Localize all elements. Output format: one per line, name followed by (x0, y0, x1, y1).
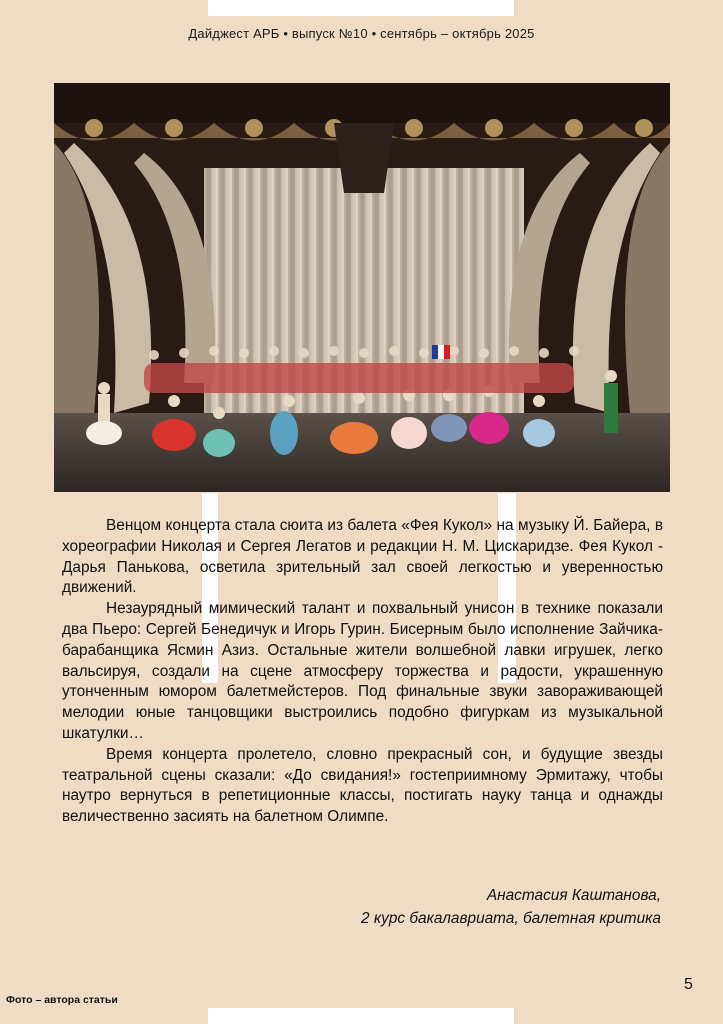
author-name: Анастасия Каштанова, (486, 887, 661, 904)
ballet-stage-photo (54, 83, 670, 492)
page-number: 5 (684, 976, 693, 993)
author-role: 2 курс бакалавриата, балетная критика (361, 910, 661, 927)
author-signature (361, 884, 661, 930)
page-header: Дайджест АРБ • выпуск №10 • сентябрь – октябрь 2025 (188, 26, 535, 41)
photo-credit: Фото – автора статьи (6, 994, 118, 1006)
article-paragraph-3: Время концерта пролетело, словно прекрасный сон, и будущие звезды театральной сцены сказали: «До свидания!» гостеприимному Эрмитажу, чтобы наутро вернуться в репетиционные классы, постигать науку танца и однажды величественно засиять на балетном Олимпе. (62, 745, 663, 826)
bottom-decor-strip (208, 1008, 514, 1024)
article-paragraph-2: Незаурядный мимический талант и похвальный унисон в технике показали два Пьеро: Сергей Бенедичук и Игорь Гурин. Бисерным было исполнение Зайчика-барабанщика Ясмин Азиз. Остальные жители волшебной лавки игрушек, легко вальсируя, создали на сцене атмосферу торжества и радости, украшенную утонченным юмором балетмейстеров. Под финальные звуки завораживающей мелодии юные танцовщики выстроились подобно фигуркам из музыкальной шкатулки… (62, 600, 663, 742)
top-decor-strip (208, 0, 514, 16)
article-paragraph-1: Венцом концерта стала сюита из балета «Фея Кукол» на музыку Й. Байера, в хореографии Николая и Сергея Легатов и редакции Н. М. Цискаридзе. Фея Кукол - Дарья Панькова, осветила зрительный зал своей легкостью и уверенностью движений. (62, 517, 663, 597)
article-body (62, 516, 663, 828)
